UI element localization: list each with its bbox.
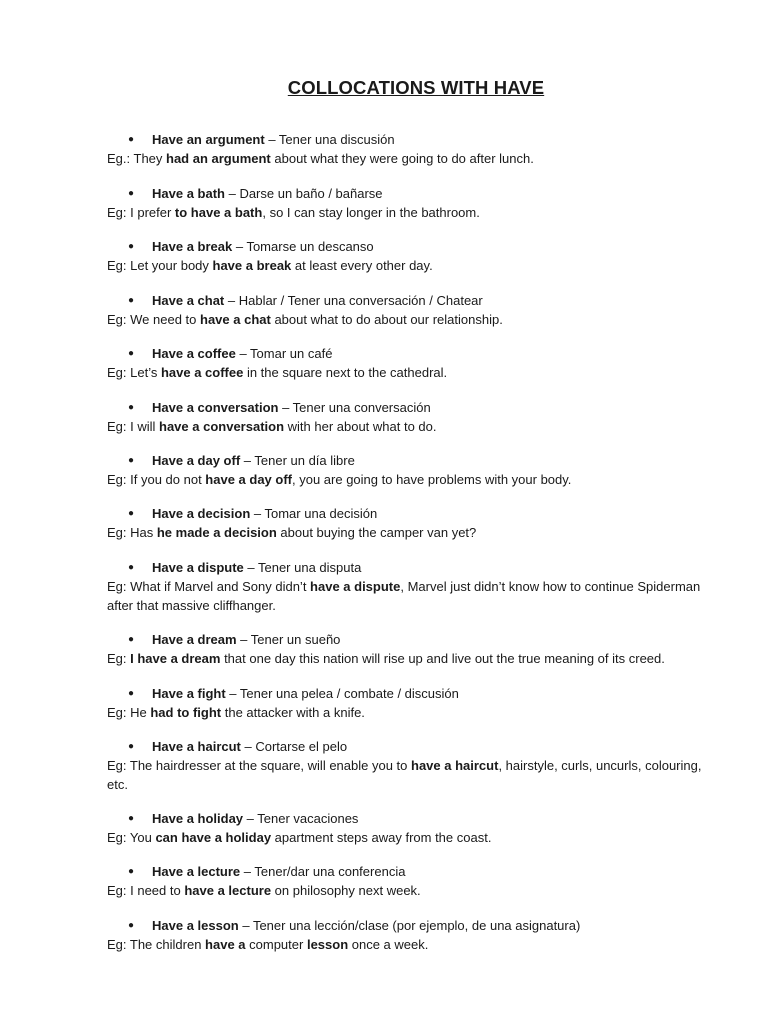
term-line (107, 130, 717, 149)
collocation-term: Have a holiday (152, 811, 244, 826)
translation: – Tener una discusión (264, 132, 395, 147)
example-text: Eg: I need to (107, 883, 185, 898)
example-text: , hairstyle, curls, uncurls, colouring, etc. (107, 758, 702, 792)
collocation-term: Have a dream (152, 632, 237, 647)
example-text: about what to do about our relationship. (270, 312, 503, 327)
bullet-icon: ● (128, 688, 135, 699)
example-text: Eg: If you do not (107, 472, 206, 487)
translation: – Tener una lección/clase (por ejemplo, de una asignatura) (238, 918, 581, 933)
collocation-entry (107, 237, 717, 275)
collocation-term: Have a bath (152, 186, 225, 201)
example-highlight: lesson (306, 937, 349, 952)
example-highlight: have a conversation (159, 419, 285, 434)
example-highlight: he made a decision (156, 525, 277, 540)
collocation-term: Have a coffee (152, 346, 236, 361)
bullet-icon: ● (128, 634, 135, 645)
example-highlight: have a day off (205, 472, 292, 487)
example-highlight: had to fight (150, 705, 222, 720)
bullet-icon: ● (128, 188, 135, 199)
collocation-entry (107, 130, 717, 168)
example-highlight: have a lecture (184, 883, 272, 898)
example-text: at least every other day. (291, 258, 433, 273)
example-highlight: have a coffee (160, 365, 244, 380)
translation: – Darse un baño / bañarse (224, 186, 383, 201)
bullet-icon: ● (128, 508, 135, 519)
example-sentence (107, 523, 717, 542)
example-text: with her about what to do. (284, 419, 437, 434)
example-text: Eg: I will (107, 419, 160, 434)
term-line (107, 184, 717, 203)
collocation-entry (107, 558, 717, 615)
collocation-entry (107, 684, 717, 722)
example-text: about what they were going to do after lunch. (270, 151, 534, 166)
example-text: Eg: I prefer (107, 205, 175, 220)
example-highlight: can have a holiday (155, 830, 272, 845)
collocation-term: Have an argument (152, 132, 265, 147)
example-text: in the square next to the cathedral. (243, 365, 448, 380)
collocation-entry (107, 862, 717, 900)
term-line (107, 504, 717, 523)
translation: – Tener una disputa (243, 560, 362, 575)
example-highlight: have a (205, 937, 246, 952)
example-sentence (107, 649, 717, 668)
example-text: Eg.: They (107, 151, 167, 166)
collocation-entry (107, 630, 717, 668)
bullet-icon: ● (128, 813, 135, 824)
example-text: Eg: He (107, 705, 151, 720)
collocation-term: Have a haircut (152, 739, 241, 754)
example-sentence (107, 149, 717, 168)
example-sentence (107, 828, 717, 847)
collocation-term: Have a chat (152, 293, 225, 308)
collocation-term: Have a break (152, 239, 233, 254)
translation: – Tomar un café (235, 346, 333, 361)
example-text: , you are going to have problems with your body. (292, 472, 572, 487)
collocation-term: Have a decision (152, 506, 251, 521)
term-line (107, 630, 717, 649)
example-text: once a week. (348, 937, 429, 952)
collocation-term: Have a fight (152, 686, 226, 701)
translation: – Tener una conversación (278, 400, 431, 415)
bullet-icon: ● (128, 741, 135, 752)
term-line (107, 291, 717, 310)
collocation-term: Have a lecture (152, 864, 241, 879)
bullet-icon: ● (128, 866, 135, 877)
bullet-icon: ● (128, 241, 135, 252)
term-line (107, 237, 717, 256)
example-text: about buying the camper van yet? (276, 525, 477, 540)
example-text: Eg: Let’s (107, 365, 161, 380)
example-text: Eg: We need to (107, 312, 200, 327)
collocation-entry (107, 916, 717, 954)
term-line (107, 398, 717, 417)
translation: – Hablar / Tener una conversación / Chatear (224, 293, 483, 308)
example-text: , Marvel just didn’t know how to continue Spiderman after that massive cliffhanger. (107, 579, 701, 613)
example-sentence (107, 256, 717, 275)
term-line (107, 862, 717, 881)
collocation-entry (107, 504, 717, 542)
example-highlight: have a haircut (411, 758, 499, 773)
example-sentence (107, 577, 717, 615)
page-title: COLLOCATIONS WITH HAVE (287, 77, 545, 98)
example-text: Eg: What if Marvel and Sony didn’t (107, 579, 311, 594)
example-text: on philosophy next week. (271, 883, 421, 898)
term-line (107, 344, 717, 363)
term-line (107, 684, 717, 703)
example-text: Eg: The children (107, 937, 206, 952)
translation: – Tomar una decisión (250, 506, 378, 521)
example-highlight: to have a bath (174, 205, 263, 220)
example-text: apartment steps away from the coast. (271, 830, 492, 845)
example-highlight: have a chat (200, 312, 271, 327)
example-highlight: I have a dream (130, 651, 221, 666)
bullet-icon: ● (128, 348, 135, 359)
example-highlight: have a break (212, 258, 292, 273)
collocation-term: Have a conversation (152, 400, 279, 415)
bullet-icon: ● (128, 920, 135, 931)
collocation-entry (107, 809, 717, 847)
example-highlight: have a dispute (310, 579, 401, 594)
translation: – Tener un sueño (236, 632, 341, 647)
collocation-term: Have a day off (152, 453, 241, 468)
example-sentence (107, 703, 717, 722)
example-sentence (107, 417, 717, 436)
example-sentence (107, 756, 717, 794)
bullet-icon: ● (128, 455, 135, 466)
translation: – Tomarse un descanso (232, 239, 374, 254)
term-line (107, 451, 717, 470)
example-text: , so I can stay longer in the bathroom. (262, 205, 480, 220)
example-text: Eg: Let your body (107, 258, 213, 273)
term-line (107, 916, 717, 935)
bullet-icon: ● (128, 562, 135, 573)
example-text: the attacker with a knife. (221, 705, 365, 720)
example-text: Eg: Has (107, 525, 157, 540)
example-sentence (107, 363, 717, 382)
collocation-entry (107, 291, 717, 329)
example-text: Eg: You (107, 830, 156, 845)
term-line (107, 737, 717, 756)
example-sentence (107, 935, 717, 954)
example-highlight: had an argument (166, 151, 271, 166)
example-sentence (107, 470, 717, 489)
example-text: that one day this nation will rise up and live out the true meaning of its creed. (220, 651, 665, 666)
collocation-entry (107, 344, 717, 382)
translation: – Tener un día libre (240, 453, 355, 468)
example-text: computer (245, 937, 307, 952)
collocation-entry (107, 398, 717, 436)
collocation-entry (107, 451, 717, 489)
example-text: Eg: The hairdresser at the square, will enable you to (107, 758, 411, 773)
translation: – Tener vacaciones (243, 811, 359, 826)
example-sentence (107, 881, 717, 900)
translation: – Tener/dar una conferencia (240, 864, 406, 879)
collocation-term: Have a dispute (152, 560, 244, 575)
example-text: Eg: (107, 651, 131, 666)
collocation-entry (107, 184, 717, 222)
term-line (107, 809, 717, 828)
example-sentence (107, 203, 717, 222)
bullet-icon: ● (128, 295, 135, 306)
bullet-icon: ● (128, 402, 135, 413)
collocation-term: Have a lesson (152, 918, 239, 933)
translation: – Tener una pelea / combate / discusión (225, 686, 459, 701)
example-sentence (107, 310, 717, 329)
collocation-entry (107, 737, 717, 794)
term-line (107, 558, 717, 577)
bullet-icon: ● (128, 134, 135, 145)
translation: – Cortarse el pelo (240, 739, 348, 754)
